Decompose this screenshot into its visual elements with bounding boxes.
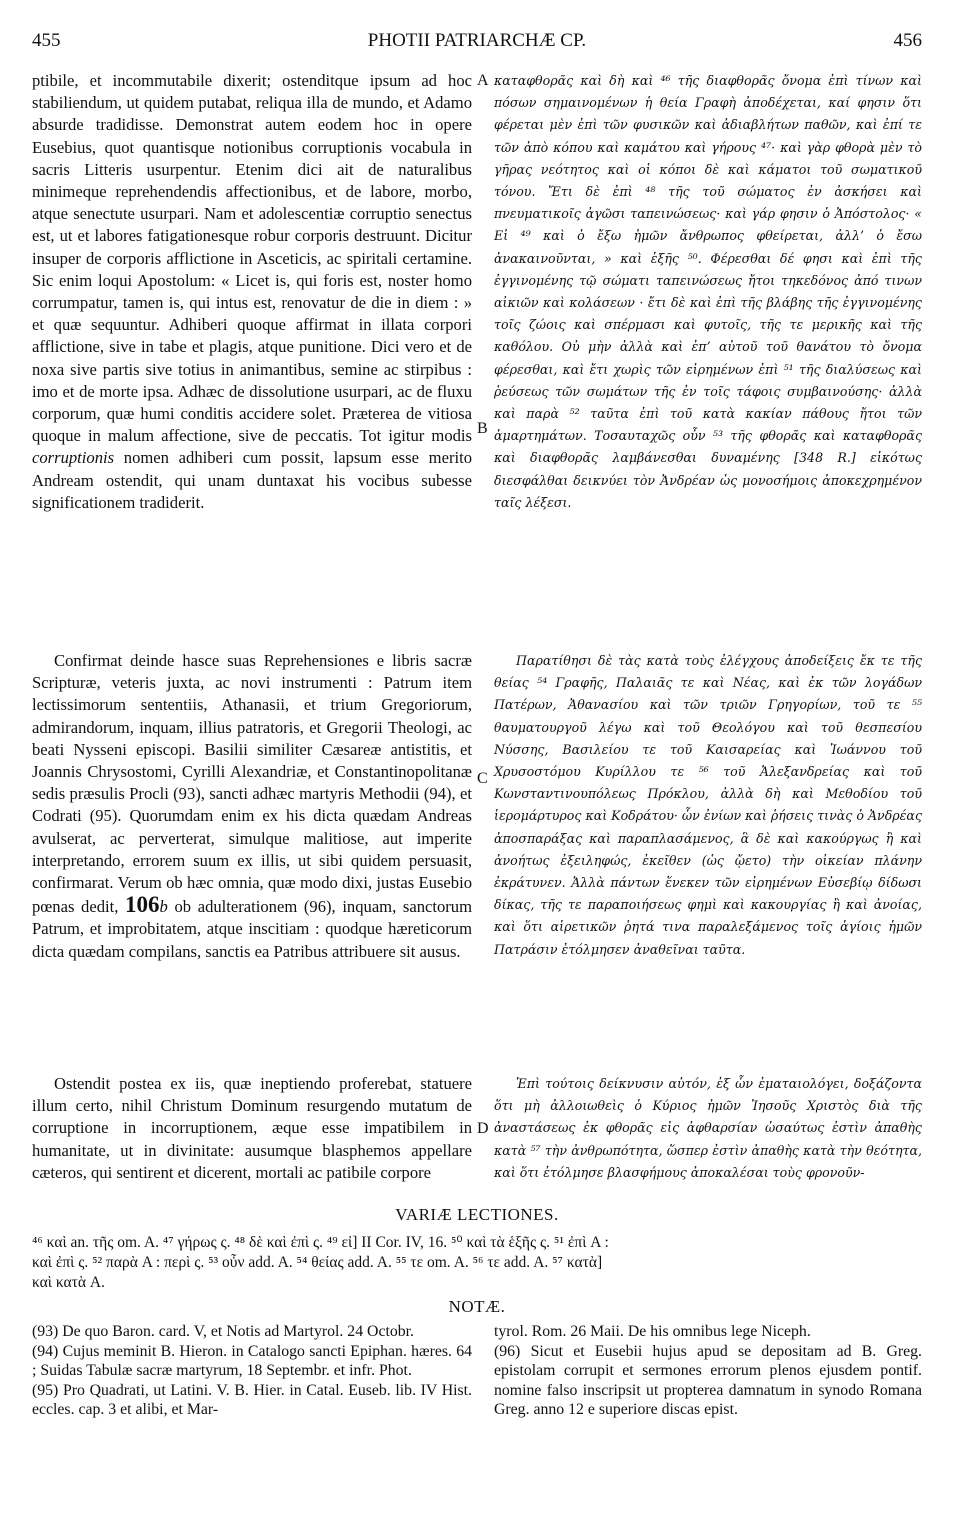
variae-lectiones [32,1233,922,1293]
latin-column-upper [32,70,472,514]
note-94: (94) Cujus meminit B. Hieron. in Catalogo sancti Epiphan. hæres. 64 ; Suidas Tabulæ sacræ martyrum, 18 Septembr. et infr. Phot. [32,1342,472,1379]
section-marker-b: B [477,420,488,437]
notes-right-column [494,1322,922,1420]
latin-column-lower [32,1073,472,1184]
greek-column-lower [494,1073,922,1184]
section-marker-d: D [477,1120,489,1137]
note-93: (93) De quo Baron. card. V, et Notis ad Martyrol. 24 Octobr. [32,1323,414,1340]
variae-line-1: ⁴⁶ καὶ an. τῆς om. A. ⁴⁷ γήρως ς. ⁴⁸ δὲ καὶ ἐπὶ ς. ⁴⁹ εἰ] II Cor. IV, 16. ⁵⁰ καὶ τὰ ἑξῆς ς. ⁵¹ ἐπὶ A : [32,1234,609,1251]
greek-paragraph-2: Παρατίθησι δὲ τὰς κατὰ τοὺς ἐλέγχους ἀποδείξεις ἔκ τε τῆς θείας ⁵⁴ Γραφῆς, Παλαιᾶς τε καὶ Νέας, καὶ ἐκ τῶν λογάδων Πατέρων, Ἀθανασίου καὶ τῶν τριῶν Γρηγορίων, τοῦ τε ⁵⁵ θαυματουργοῦ λέγω καὶ τοῦ Θεολόγου καὶ τοῦ θεσπεσίου Νύσσης, Βασιλείου τε τοῦ Καισαρείας καὶ Ἰωάννου τοῦ Χρυσοστόμου Κυρίλλου τε ⁵⁶ τοῦ Ἀλεξανδρείας καὶ τοῦ Κωνσταντινουπόλεως Πρόκλου, ἀλλὰ δὴ καὶ Μεθοδίου τοῦ ἱερομάρτυρος καὶ Κοδράτου· ὧν ἐνίων καὶ ῥήσεις τινὰς ὁ Ἀνδρέας ἀποσπαράξας καὶ παραπλασάμενος, ἃ δὲ καὶ κακούργως ἢ καὶ ἀνοήτως ἐξειληφώς, ἐκεῖθεν (ὡς ᾤετο) τὴν οἰκείαν πλάνην ἐκράτυνεν. Ἀλλὰ πάντων ἕνεκεν τῶν εἰρημένων Εὐσεβίῳ δίδωσι δίκας, τῆς τε παραποιήσεως φημὶ καὶ κακουργίας ἢ καὶ ἀνοίας, καὶ ὅτι αἱρετικῶν ῥητά τινα παραλεξάμενος τοῖς ἁγίοις ἡμῶν Πατράσιν ἐτόλμησεν ἀναθεῖναι ταῦτα. [494,653,922,957]
variae-line-2: καὶ ἐπὶ ς. ⁵² παρὰ A : περὶ ς. ⁵³ οὖν add. A. ⁵⁴ θείας add. A. ⁵⁵ τε om. A. ⁵⁶ τε add. A. ⁵⁷ κατὰ] [32,1254,603,1271]
latin-paragraph-2: Confirmat deinde hasce suas Reprehensiones e libris sacræ Scripturæ, veteris juxta, ac novi instrumenti : Patrum item lectissimorum sententiis, Athanasii, et trium Gregoriorum, admirandorum, inquam, illius patratoris, et Gregorii Theologi, ac beati Nysseni episcopi. Basilii similiter Cæsareæ antistitis, et Joannis Chrysostomi, Cyrilli Alexandriæ, et Constantinopolitanæ sedis præsulis Procli (93), sancti adhæc martyris Methodii (94), et Codrati (95). Quorumdam enim ex his dicta quædam Andreas avulserat, ac perverterat, simulque malitiose, aut imperite interpretando, errorem suum ex illis, ut sibi quidem persuasit, confirmarat. Verum ob hæc omnia, quæ modo dixi, justas Eusebio pœnas dedit, 106b ob adulterationem (96), inquam, sanctorum Patrum, et improbitatem, atque inscitiam : quodque hæreticorum dicta quædam compilans, sanctis ea Patribus attribuere sit ausus. [32,651,473,961]
notes-left-column [32,1322,472,1420]
note-96: (96) Sicut et Eusebii hujus apud se depositam ad B. Greg. epistolam corrupit et sermones errorum plenos ejusdem pontif. nomine falso inscripsit ut propterea damnatum in synodo Romana Greg. anno 12 e superiore discas epist. [494,1342,922,1418]
section-marker-c: C [477,770,488,787]
section-marker-a: A [477,72,489,89]
italic-term: corruptionis [32,448,115,468]
notae-heading: NOTÆ. [448,1297,506,1316]
latin-paragraph-3: Ostendit postea ex iis, quæ ineptiendo proferebat, statuere illum certo, nihil Christum Dominum resurgendo mutatum de corruptione in incorruptionem, æque esse impatibilem in humanitate, ut in divinitate: ausumque blasphemos appellare cæteros, qui sentirent et dicerent, mortali ac patibile corpore [32,1074,472,1182]
column-sub-letter: b [159,897,168,917]
right-page-number: 456 [893,30,922,51]
left-page-number: 455 [32,30,61,51]
variae-lectiones-heading: VARIÆ LECTIONES. [395,1205,559,1224]
page-header [32,30,922,54]
note-95: (95) Pro Quadrati, ut Latini. V. B. Hier. in Catal. Euseb. lib. IV Hist. eccles. cap. 3 et alibi, et Mar- [32,1381,472,1418]
running-title: PHOTII PATRIARCHÆ CP. [367,30,587,51]
greek-paragraph-1: καταφθορᾶς καὶ δὴ καὶ ⁴⁶ τῆς διαφθορᾶς ὄνομα ἐπὶ τίνων καὶ πόσων σημαινομένων ἡ θεία Γραφὴ ἀποδέχεται, καί φησιν ὅτι φέρεται μὲν ἐπὶ τῶν φυσικῶν καὶ ἀδιαβλήτων παθῶν, καὶ ἐπί τε τῶν ἀπὸ κόπου καὶ καμάτου καὶ γήρους ⁴⁷· καὶ γὰρ φθορὰ μὲν τὸ γῆρας νεότητος καὶ οἱ κόποι δὲ καὶ κάματοι τοῦ σωματικοῦ τόνου. Ἔτι δὲ ἐπὶ ⁴⁸ τῆς τοῦ σώματος ἐν ἀσκήσει καὶ πνευματικοῖς ἀγῶσι ταπεινώσεως· καὶ γάρ φησιν ὁ Ἀπόστολος· « Εἰ ⁴⁹ καὶ ὁ ἔξω ἡμῶν ἄνθρωπος φθείρεται, ἀλλ’ ὁ ἔσω ἀνακαινοῦνται, » καὶ ἑξῆς ⁵⁰. Φέρεσθαι δέ φησι καὶ ἐπὶ τῆς ἐγγινομένης τῷ σώματι ταπεινώσεως ἤτοι τηκεδόνος ἀπό τινων αἰκιῶν καὶ κολάσεων · ἔτι δὲ καὶ ἐπὶ τῆς βλάβης τῆς ἐγγινομένης τοῖς ζώοις καὶ σπέρμασι καὶ φυτοῖς, τῆς τε μερικῆς καὶ τῆς καθόλου. Οὐ μὴν ἀλλὰ καὶ ἐπ’ αὐτοῦ τοῦ θανάτου τὸ ὄνομα φέρεσθαι, καὶ ἔτι χωρὶς τῶν εἰρημένων ἐπὶ ⁵¹ τῆς διαλύσεως καὶ ῥεύσεως τῶν σωμάτων τῆς ἐν τοῖς τάφοις συμβαινούσης· ἀλλὰ καὶ παρὰ ⁵² ταῦτα ἐπὶ τοῦ κατὰ κακίαν πάθους ἤτοι τῶν ἁμαρτημάτων. Τοσαυταχῶς οὖν ⁵³ τῆς φθορᾶς καὶ καταφθορᾶς καὶ διαφθορᾶς λαμβάνεσθαι δυναμένης [348 R.] εἰκότως διεσφάλθαι δεικνύει τὸν Ἀνδρέαν ὡς μονοσήμοις ἀποκεχρημένον ταῖς λέξεσι. [494,73,922,510]
latin-paragraph-1: ptibile, et incommutabile dixerit; ostenditque ipsum ad hoc stabiliendum, ut quidem putabat, reliqua illa de mundo, et Adamo absurde tradidisse. Demonstrat autem eodem hoc in opere Eusebius, quot quantisque notionibus corruptionis vocabula in sacris Litteris usurpentur. Etenim dici ait de naturalibus minimeque reprehendendis affectionibus, et de labore, morbo, atque senectute usurpari. Nam et adolescentiæ corruptio senectus est, ut et labores fatigationesque robur corporis destruunt. Dicitur insuper de corporis afflictione in Asceticis, ac spiritali certamine. Sic enim loqui Apostolum: « Licet is, qui foris est, noster homo corrumpatur, tamen is, qui intus est, renovatur de die in diem : » et quæ sequuntur. Adhiberi quoque affirmat in illata corpori afflictione, sive in tabe et plagis, atque punitione. Dici vero et de noxa sive partis sive totius in animantibus, semine ac stirpibus : imo et de morte ipsa. Adhæc de dissolutione usurpari, ac de fluxu corporum, quæ humi conditis accidere solet. Præterea de vitiosa quoque in malum affectione, sive de peccatis. Tot igitur modis corruptionis nomen adhiberi cum possit, lapsum esse merito Andream ostendit, qui unam duntaxat his vocibus subesse significationem tradiderit. [32,71,473,512]
note-95-continued: tyrol. Rom. 26 Maii. De his omnibus lege Niceph. [494,1323,811,1340]
greek-paragraph-3: Ἐπὶ τούτοις δείκνυσιν αὐτόν, ἐξ ὧν ἐματαιολόγει, δοξάζοντα ὅτι μὴ ἀλλοιωθεὶς ὁ Κύριος ἡμῶν Ἰησοῦς Χριστὸς διὰ τῆς ἀναστάσεως ἐκ φθορᾶς εἰς ἀφθαρσίαν ὡσαύτως ἐστὶν ἀπαθὴς κατὰ ⁵⁷ τὴν ἀνθρωπότητα, ὥσπερ ἐστὶν ἀπαθὴς κατὰ τὴν θεότητα, καὶ ὅτι ἐτόλμησε βλασφήμους ἀποκαλέσαι τοὺς φρονοῦν- [494,1076,922,1180]
latin-column-middle [32,650,472,963]
variae-line-3: καὶ κατὰ A. [32,1274,105,1291]
greek-column-upper [494,70,922,514]
greek-column-middle [494,650,922,961]
column-number: 106 [125,892,160,918]
